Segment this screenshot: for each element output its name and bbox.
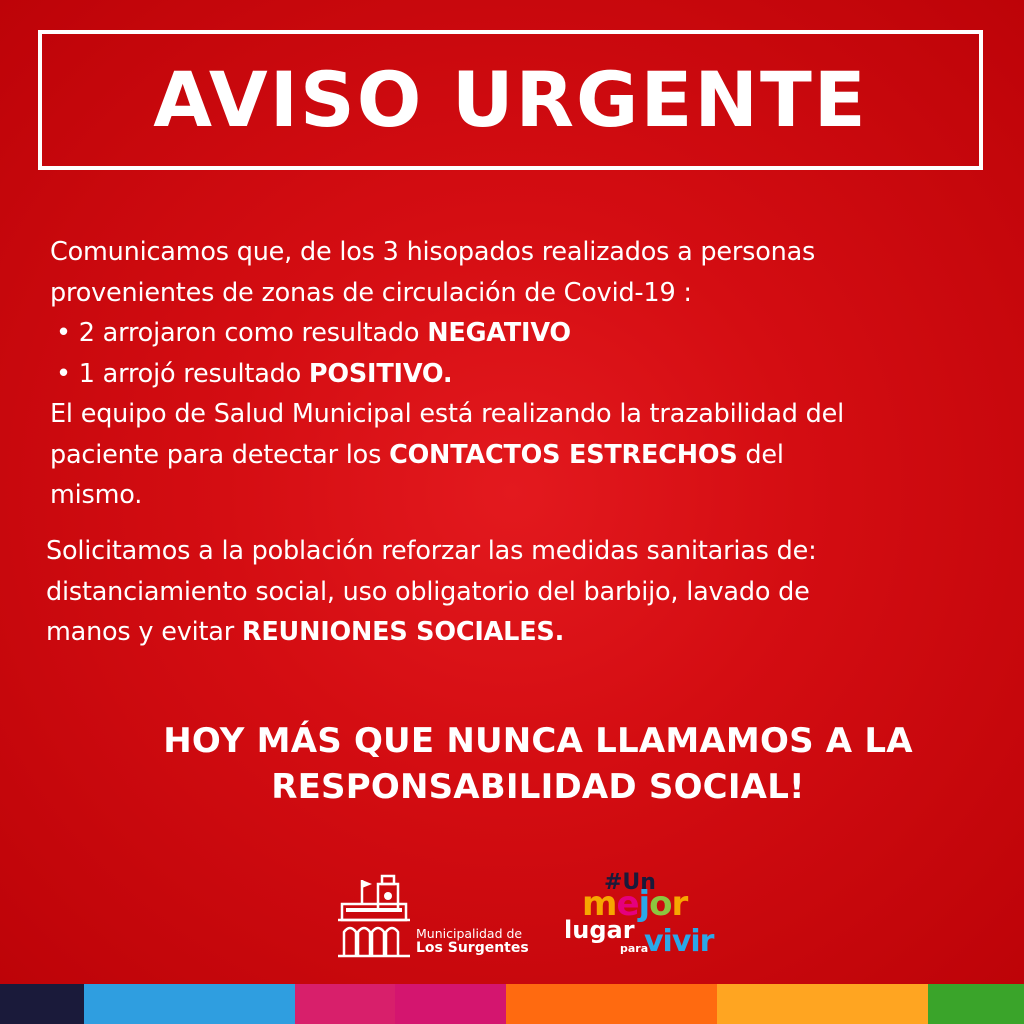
color-stripe bbox=[928, 984, 1024, 1024]
result-negative-line: • 2 arrojaron como resultado NEGATIVO bbox=[56, 318, 571, 348]
paragraph-line: manos y evitar REUNIONES SOCIALES. bbox=[46, 617, 565, 647]
color-stripe bbox=[506, 984, 717, 1024]
color-stripe bbox=[295, 984, 395, 1024]
color-stripe bbox=[717, 984, 928, 1024]
negative-label: NEGATIVO bbox=[427, 318, 571, 348]
campaign-letter: e bbox=[616, 884, 639, 924]
color-stripes-footer bbox=[0, 984, 1024, 1024]
municipality-name: Municipalidad de Los Surgentes bbox=[416, 926, 529, 956]
close-contacts-label: CONTACTOS ESTRECHOS bbox=[389, 439, 738, 470]
campaign-word-lugar: lugar bbox=[564, 916, 635, 944]
positive-label: POSITIVO. bbox=[308, 358, 453, 389]
paragraph-line: distanciamiento social, uso obligatorio del barbijo, lavado de bbox=[46, 576, 810, 607]
title-frame bbox=[38, 30, 983, 170]
color-stripe bbox=[395, 984, 506, 1024]
result-positive-line: • 1 arrojó resultado POSITIVO. bbox=[56, 358, 453, 389]
municipality-logo bbox=[334, 870, 529, 960]
paragraph-line: mismo. bbox=[50, 480, 143, 510]
color-stripe bbox=[0, 984, 84, 1024]
campaign-logo bbox=[560, 870, 740, 962]
slogan-line: RESPONSABILIDAD SOCIAL! bbox=[271, 767, 805, 807]
campaign-letter: m bbox=[582, 884, 617, 924]
campaign-letter: j bbox=[638, 884, 650, 924]
page-title: AVISO URGENTE bbox=[153, 55, 868, 144]
town-hall-icon bbox=[334, 870, 412, 960]
paragraph-line: paciente para detectar los CONTACTOS ESTRECHOS del bbox=[50, 439, 784, 470]
campaign-letter: o bbox=[649, 884, 672, 924]
paragraph-line: Comunicamos que, de los 3 hisopados realizados a personas bbox=[50, 237, 816, 267]
paragraph-line: El equipo de Salud Municipal está realizando la trazabilidad del bbox=[50, 399, 844, 429]
paragraph-line: provenientes de zonas de circulación de Covid-19 : bbox=[50, 277, 692, 308]
slogan bbox=[0, 718, 1024, 810]
paragraph-line: Solicitamos a la población reforzar las medidas sanitarias de: bbox=[46, 536, 817, 566]
slogan-line: HOY MÁS QUE NUNCA LLAMAMOS A LA bbox=[163, 721, 913, 761]
campaign-hashtag: #Un bbox=[604, 870, 656, 895]
campaign-word-vivir: vivir bbox=[644, 924, 714, 959]
request-paragraph bbox=[46, 531, 976, 653]
social-gatherings-label: REUNIONES SOCIALES. bbox=[241, 617, 565, 647]
color-stripe bbox=[84, 984, 295, 1024]
campaign-word-para: para bbox=[620, 942, 649, 955]
campaign-letter: r bbox=[671, 884, 688, 924]
announcement-paragraph bbox=[50, 232, 980, 516]
